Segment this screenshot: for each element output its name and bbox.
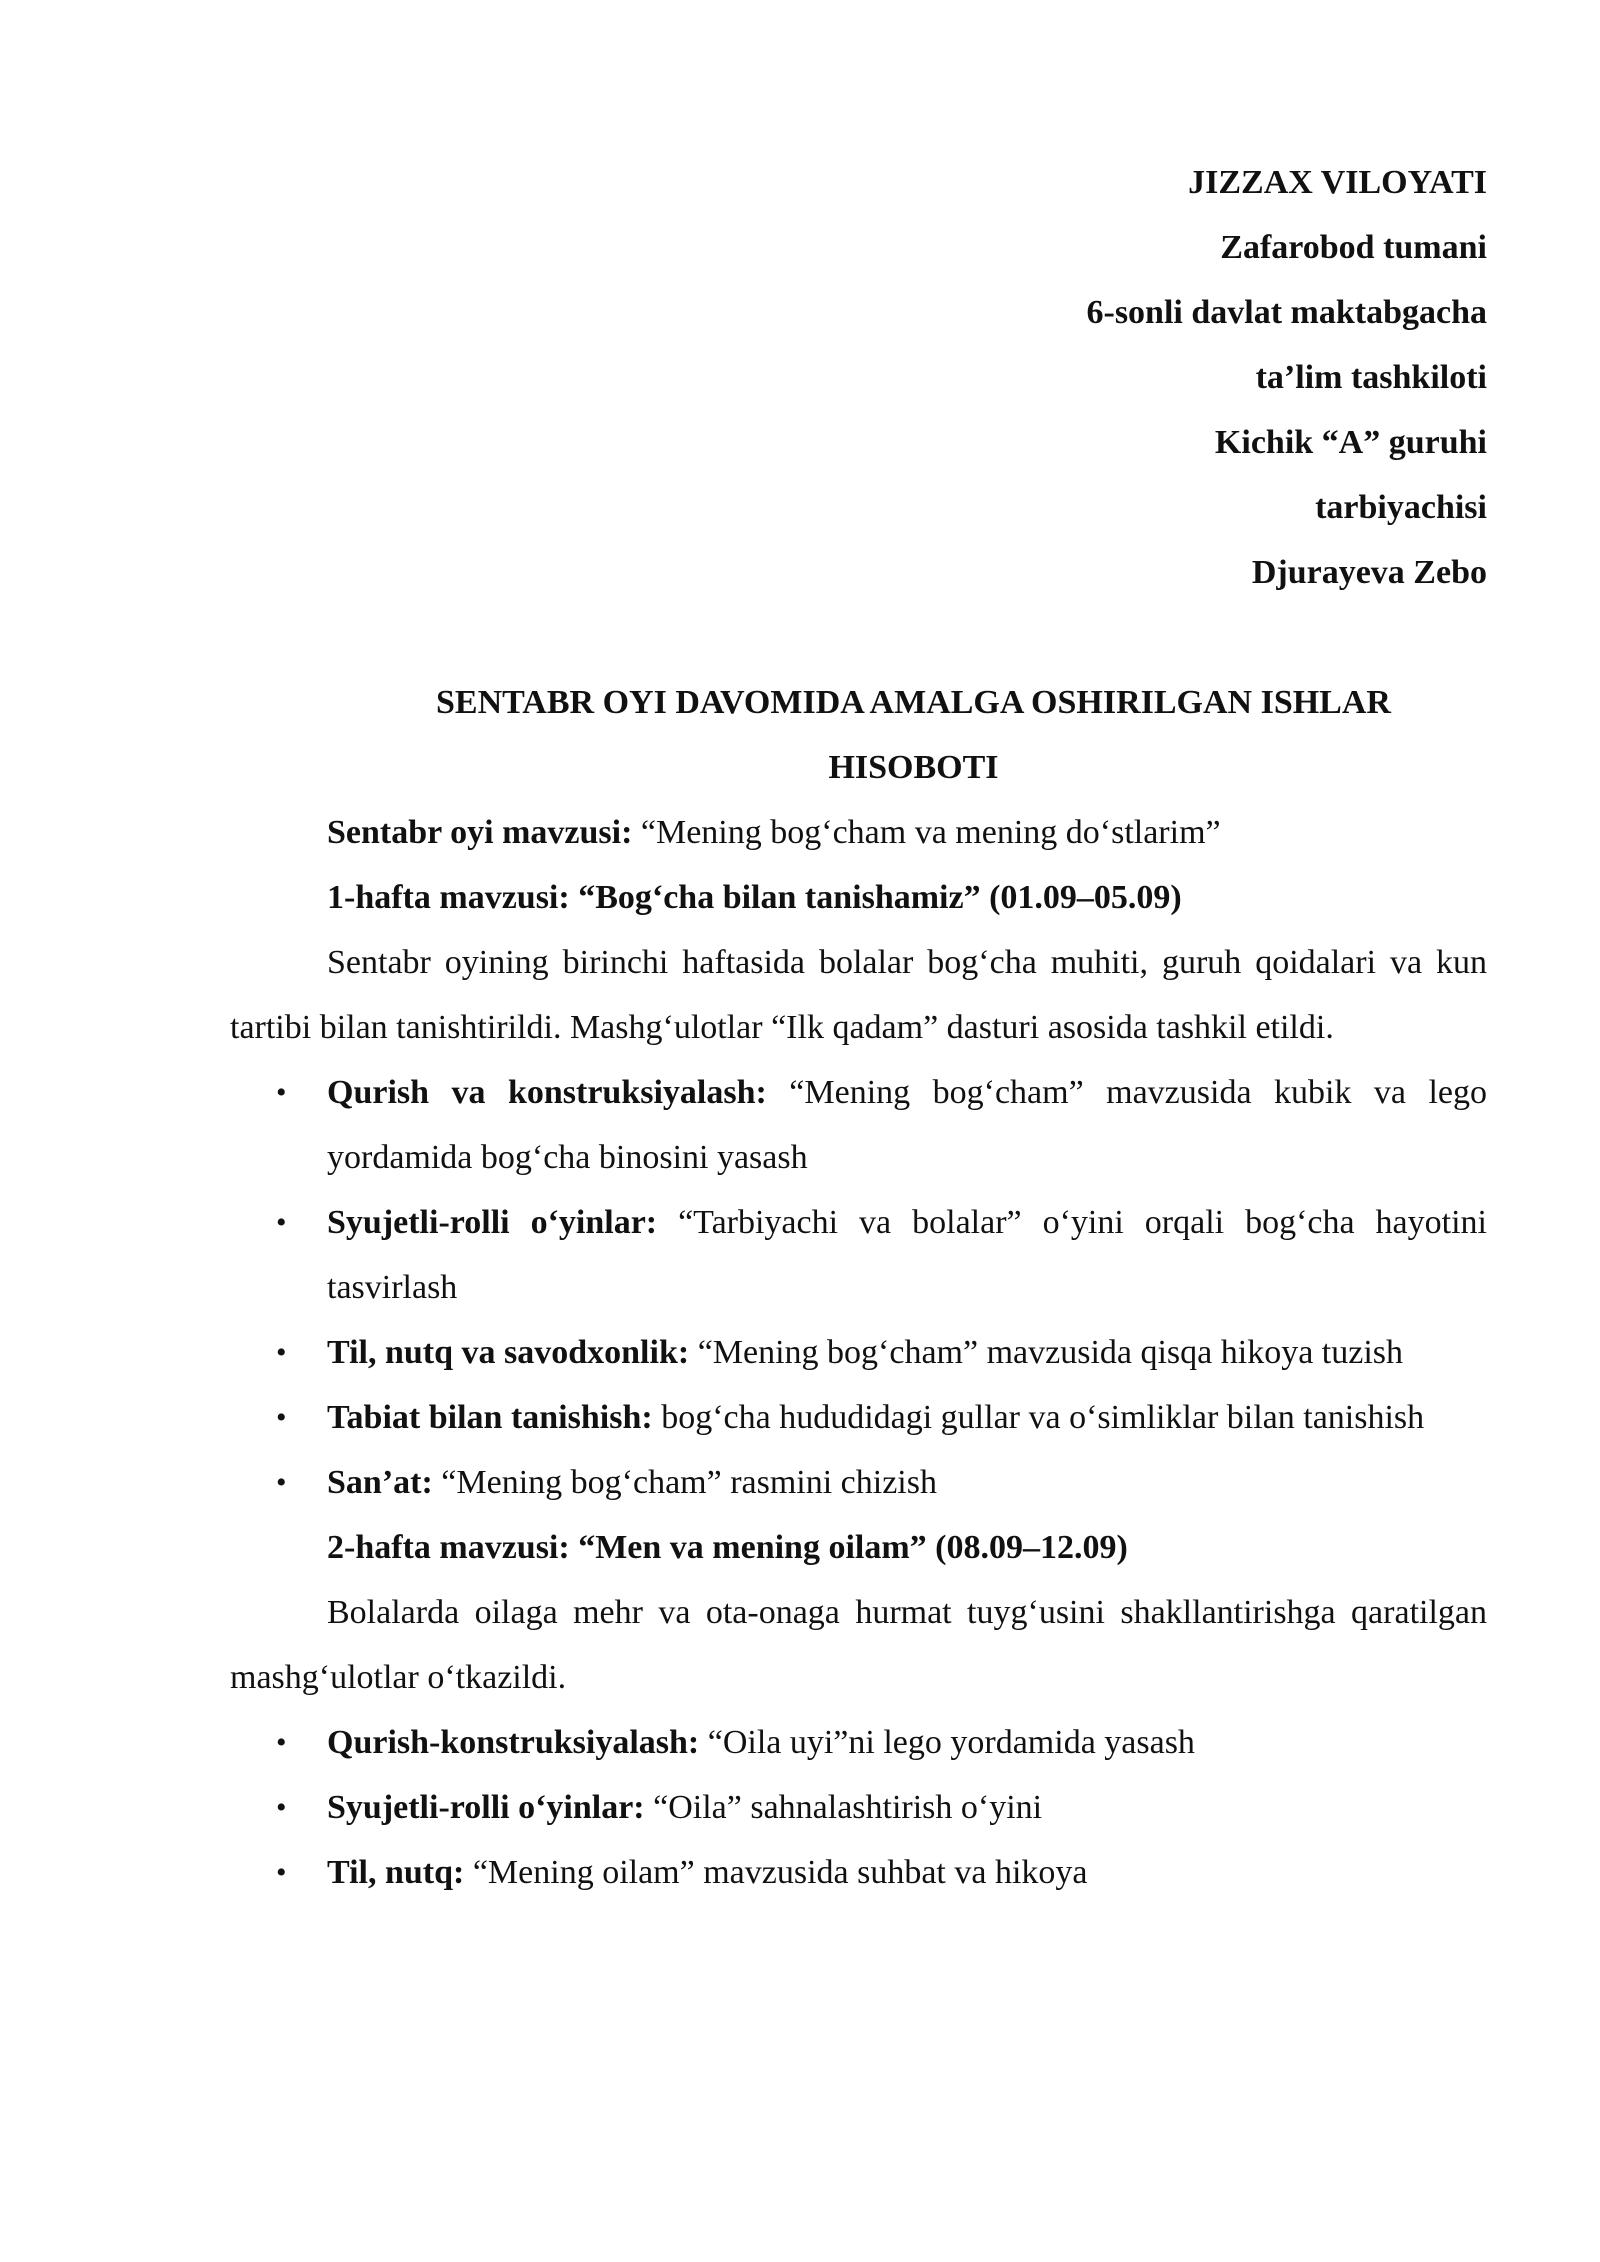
bullet-icon: • [276,1791,287,1824]
list-item-label: Til, nutq: [327,1854,465,1891]
document-title [230,670,1487,800]
bullet-icon: • [276,1076,287,1109]
list-item [230,1320,1487,1385]
header-institution-1: 6-sonli davlat maktabgacha [1086,294,1487,331]
list-item [230,1060,1487,1190]
header-district: Zafarobod tumani [1220,229,1487,266]
list-item-label: Qurish va konstruksiyalash: [327,1074,767,1111]
list-item-label: San’at: [327,1464,433,1501]
list-item-text: “Mening bog‘cham” mavzusida qisqa hikoya tuzish [689,1334,1404,1371]
week2-paragraph: Bolalarda oilaga mehr va ota-onaga hurmat tuyg‘usini shakllantirishga qaratilgan mashg‘ulotlar o‘tkazildi. [230,1594,1487,1696]
bullet-icon: • [276,1466,287,1499]
list-item [230,1385,1487,1450]
list-item [230,1840,1487,1905]
title-line-2: HISOBOTI [828,749,999,786]
document-header [230,150,1487,605]
list-item-text: bog‘cha hududidagi gullar va o‘simliklar bilan tanishish [652,1399,1425,1436]
list-item-text: “Tarbiyachi va bolalar” o‘yini orqali bog‘cha hayotini tasvirlash [327,1204,1487,1306]
list-item [230,1190,1487,1320]
week1-heading: 1-hafta mavzusi: “Bog‘cha bilan tanishamiz” (01.09–05.09) [327,879,1182,916]
list-item-text: “Oila uyi”ni lego yordamida yasash [699,1724,1195,1761]
list-item-text: “Mening bog‘cham” rasmini chizish [432,1464,937,1501]
list-item-label: Syujetli-rolli o‘yinlar: [327,1789,645,1826]
week2-heading: 2-hafta mavzusi: “Men va mening oilam” (08.09–12.09) [327,1529,1128,1566]
week2-list [230,1710,1487,1905]
list-item [230,1710,1487,1775]
header-region: JIZZAX VILOYATI [1188,164,1487,201]
list-item-text: “Mening oilam” mavzusida suhbat va hikoya [464,1854,1088,1891]
title-line-1: SENTABR OYI DAVOMIDA AMALGA OSHIRILGAN ISHLAR [436,684,1391,721]
header-institution-2: ta’lim tashkiloti [1255,359,1487,396]
bullet-icon: • [276,1726,287,1759]
list-item-text: “Mening bog‘cham” mavzusida kubik va lego yordamida bog‘cha binosini yasash [327,1074,1488,1176]
header-author: Djurayeva Zebo [1251,554,1487,591]
bullet-icon: • [276,1401,287,1434]
month-theme-value: “Mening bog‘cham va mening do‘stlarim” [632,814,1221,851]
bullet-icon: • [276,1856,287,1889]
list-item-text: “Oila” sahnalashtirish o‘yini [644,1789,1043,1826]
list-item-label: Syujetli-rolli o‘yinlar: [327,1204,658,1241]
week1-paragraph: Sentabr oyining birinchi haftasida bolalar bog‘cha muhiti, guruh qoidalari va kun tartibi bilan tanishtirildi. Mashg‘ulotlar “Ilk qadam” dasturi asosida tashkil etildi. [230,944,1487,1046]
header-group: Kichik “A” guruhi [1214,424,1487,461]
list-item-label: Qurish-konstruksiyalash: [327,1724,700,1761]
header-role: tarbiyachisi [1315,489,1487,526]
week1-list [230,1060,1487,1515]
list-item [230,1450,1487,1515]
month-theme [230,800,1487,865]
list-item [230,1775,1487,1840]
bullet-icon: • [276,1336,287,1369]
bullet-icon: • [276,1206,287,1239]
month-theme-label: Sentabr oyi mavzusi: [327,814,633,851]
list-item-label: Til, nutq va savodxonlik: [327,1334,690,1371]
list-item-label: Tabiat bilan tanishish: [327,1399,653,1436]
